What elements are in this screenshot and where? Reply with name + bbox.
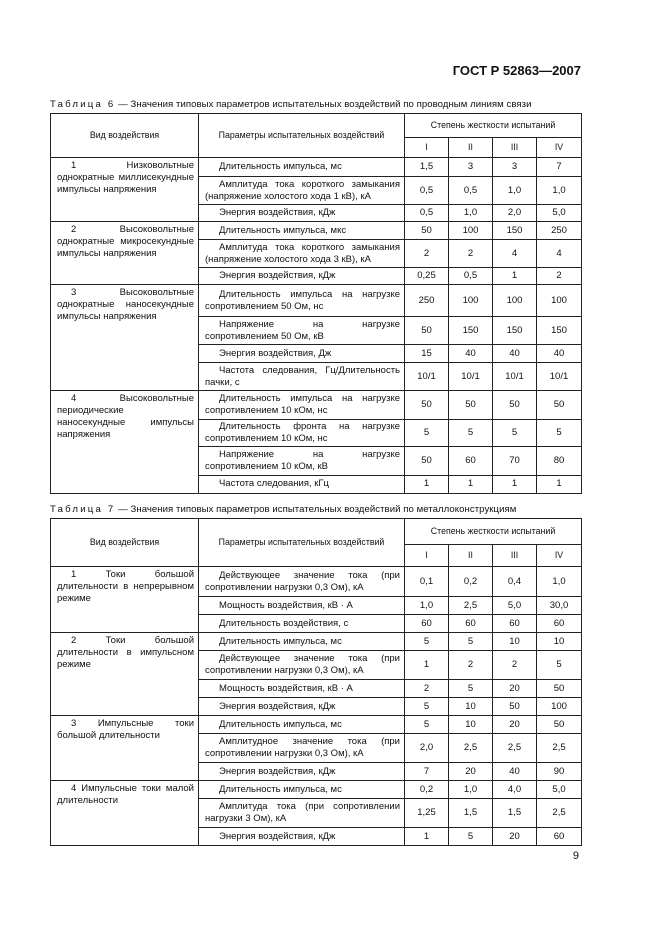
parameter-cell: Действующее значение тока (при сопротивлении нагрузки 0,3 Ом), кА xyxy=(199,651,405,680)
value-cell-level-4: 2,5 xyxy=(537,734,582,763)
parameter-cell: Длительность импульса, мс xyxy=(199,716,405,734)
parameter-cell: Напряжение на нагрузке сопротивлением 50 Ом, кВ xyxy=(199,317,405,345)
table6-header-kind: Вид воздействия xyxy=(51,114,199,158)
value-cell-level-3: 4 xyxy=(493,240,537,268)
value-cell-level-1: 0,1 xyxy=(405,567,449,597)
value-cell-level-1: 50 xyxy=(405,446,449,475)
value-cell-level-2: 0,5 xyxy=(449,177,493,205)
value-cell-level-2: 20 xyxy=(449,763,493,781)
table-row xyxy=(51,716,582,734)
table7-caption-text: — Значения типовых параметров испытательных воздействий по металлоконструкциям xyxy=(115,504,517,515)
impact-kind-cell: 4 Импульсные токи малой длительности xyxy=(51,781,199,846)
value-cell-level-2: 10 xyxy=(449,716,493,734)
value-cell-level-1: 5 xyxy=(405,716,449,734)
value-cell-level-4: 2,5 xyxy=(537,799,582,828)
value-cell-level-1: 60 xyxy=(405,615,449,633)
table7-header-params: Параметры испытательных воздействий xyxy=(199,519,405,567)
value-cell-level-1: 2 xyxy=(405,680,449,698)
value-cell-level-1: 5 xyxy=(405,420,449,447)
value-cell-level-2: 0,5 xyxy=(449,268,493,285)
table7-header-level-3: III xyxy=(493,545,537,567)
impact-kind-cell: 2 Высоковольтные однократные микросекундные импульсы напряжения xyxy=(51,222,199,285)
parameter-cell: Длительность воздействия, с xyxy=(199,615,405,633)
impact-kind-cell: 4 Высоковольтные периодические наносекундные импульсы напряжения xyxy=(51,391,199,494)
parameter-cell: Длительность импульса на нагрузке сопротивлением 50 Ом, нс xyxy=(199,285,405,317)
parameter-cell: Мощность воздействия, кВ · А xyxy=(199,680,405,698)
value-cell-level-4: 1,0 xyxy=(537,177,582,205)
table6 xyxy=(50,113,582,494)
value-cell-level-3: 20 xyxy=(493,716,537,734)
table-row xyxy=(51,285,582,317)
value-cell-level-3: 40 xyxy=(493,345,537,363)
value-cell-level-1: 1 xyxy=(405,475,449,493)
value-cell-level-3: 1 xyxy=(493,475,537,493)
value-cell-level-2: 10/1 xyxy=(449,363,493,391)
value-cell-level-1: 7 xyxy=(405,763,449,781)
value-cell-level-1: 1,25 xyxy=(405,799,449,828)
value-cell-level-2: 5 xyxy=(449,828,493,846)
parameter-cell: Амплитуда тока короткого замыкания (напряжение холостого хода 3 кВ), кА xyxy=(199,240,405,268)
value-cell-level-4: 5 xyxy=(537,651,582,680)
value-cell-level-4: 40 xyxy=(537,345,582,363)
value-cell-level-1: 15 xyxy=(405,345,449,363)
value-cell-level-1: 2 xyxy=(405,240,449,268)
parameter-cell: Действующее значение тока (при сопротивлении нагрузки 0,3 Ом), кА xyxy=(199,567,405,597)
value-cell-level-3: 5,0 xyxy=(493,597,537,615)
value-cell-level-2: 60 xyxy=(449,615,493,633)
table6-header-severity: Степень жесткости испытаний xyxy=(405,114,582,138)
value-cell-level-1: 5 xyxy=(405,633,449,651)
value-cell-level-3: 50 xyxy=(493,391,537,420)
value-cell-level-2: 50 xyxy=(449,391,493,420)
value-cell-level-3: 1,0 xyxy=(493,177,537,205)
value-cell-level-1: 1,5 xyxy=(405,158,449,177)
value-cell-level-2: 5 xyxy=(449,680,493,698)
value-cell-level-2: 2,5 xyxy=(449,597,493,615)
value-cell-level-2: 3 xyxy=(449,158,493,177)
table-row xyxy=(51,391,582,420)
table-row xyxy=(51,781,582,799)
value-cell-level-2: 1,5 xyxy=(449,799,493,828)
value-cell-level-1: 0,2 xyxy=(405,781,449,799)
table6-caption-lead: Таблица 6 xyxy=(50,99,116,110)
value-cell-level-3: 2,5 xyxy=(493,734,537,763)
value-cell-level-4: 7 xyxy=(537,158,582,177)
value-cell-level-3: 150 xyxy=(493,317,537,345)
value-cell-level-1: 0,5 xyxy=(405,177,449,205)
value-cell-level-4: 10/1 xyxy=(537,363,582,391)
value-cell-level-1: 1 xyxy=(405,651,449,680)
table-row xyxy=(51,633,582,651)
value-cell-level-3: 0,4 xyxy=(493,567,537,597)
value-cell-level-3: 150 xyxy=(493,222,537,240)
value-cell-level-4: 50 xyxy=(537,716,582,734)
table7-header-kind: Вид воздействия xyxy=(51,519,199,567)
impact-kind-cell: 3 Высоковольтные однократные наносекундные импульсы напряжения xyxy=(51,285,199,391)
value-cell-level-4: 4 xyxy=(537,240,582,268)
parameter-cell: Энергия воздействия, кДж xyxy=(199,763,405,781)
value-cell-level-2: 10 xyxy=(449,698,493,716)
value-cell-level-2: 5 xyxy=(449,633,493,651)
value-cell-level-3: 4,0 xyxy=(493,781,537,799)
value-cell-level-3: 40 xyxy=(493,763,537,781)
value-cell-level-1: 0,5 xyxy=(405,205,449,222)
parameter-cell: Длительность фронта на нагрузке сопротивлением 10 кОм, нс xyxy=(199,420,405,447)
value-cell-level-2: 2 xyxy=(449,240,493,268)
parameter-cell: Длительность импульса, мс xyxy=(199,158,405,177)
value-cell-level-3: 50 xyxy=(493,698,537,716)
value-cell-level-4: 1 xyxy=(537,475,582,493)
parameter-cell: Энергия воздействия, Дж xyxy=(199,345,405,363)
table6-caption-text: — Значения типовых параметров испытательных воздействий по проводным линиям связи xyxy=(115,99,532,110)
value-cell-level-4: 2 xyxy=(537,268,582,285)
value-cell-level-3: 100 xyxy=(493,285,537,317)
value-cell-level-2: 100 xyxy=(449,222,493,240)
value-cell-level-2: 1 xyxy=(449,475,493,493)
standard-code: ГОСТ Р 52863—2007 xyxy=(452,63,581,78)
parameter-cell: Амплитуда тока короткого замыкания (напряжение холостого хода 1 кВ), кА xyxy=(199,177,405,205)
value-cell-level-4: 50 xyxy=(537,391,582,420)
value-cell-level-4: 5 xyxy=(537,420,582,447)
value-cell-level-3: 1 xyxy=(493,268,537,285)
table6-header-level-4: IV xyxy=(537,138,582,158)
table7-header-level-4: IV xyxy=(537,545,582,567)
value-cell-level-2: 1,0 xyxy=(449,781,493,799)
value-cell-level-3: 20 xyxy=(493,828,537,846)
table7 xyxy=(50,518,582,846)
value-cell-level-3: 60 xyxy=(493,615,537,633)
value-cell-level-4: 1,0 xyxy=(537,567,582,597)
impact-kind-cell: 1 Низковольтные однократные миллисекундные импульсы напряжения xyxy=(51,158,199,222)
value-cell-level-4: 60 xyxy=(537,615,582,633)
impact-kind-cell: 2 Токи большой длительности в импульсном режиме xyxy=(51,633,199,716)
value-cell-level-3: 3 xyxy=(493,158,537,177)
table7-caption-lead: Таблица 7 xyxy=(50,504,116,515)
parameter-cell: Частота следования, Гц/Длительность пачки, с xyxy=(199,363,405,391)
value-cell-level-3: 1,5 xyxy=(493,799,537,828)
table-row xyxy=(51,567,582,597)
table6-caption xyxy=(50,99,532,110)
value-cell-level-4: 30,0 xyxy=(537,597,582,615)
parameter-cell: Энергия воздействия, кДж xyxy=(199,205,405,222)
parameter-cell: Энергия воздействия, кДж xyxy=(199,828,405,846)
value-cell-level-3: 20 xyxy=(493,680,537,698)
value-cell-level-2: 5 xyxy=(449,420,493,447)
table6-header-level-2: II xyxy=(449,138,493,158)
value-cell-level-4: 80 xyxy=(537,446,582,475)
page-number: 9 xyxy=(572,850,579,862)
parameter-cell: Энергия воздействия, кДж xyxy=(199,698,405,716)
table-row xyxy=(51,158,582,177)
value-cell-level-3: 5 xyxy=(493,420,537,447)
value-cell-level-4: 10 xyxy=(537,633,582,651)
value-cell-level-2: 0,2 xyxy=(449,567,493,597)
value-cell-level-4: 90 xyxy=(537,763,582,781)
value-cell-level-1: 50 xyxy=(405,317,449,345)
value-cell-level-2: 2 xyxy=(449,651,493,680)
value-cell-level-1: 0,25 xyxy=(405,268,449,285)
value-cell-level-1: 1 xyxy=(405,828,449,846)
impact-kind-cell: 1 Токи большой длительности в непрерывном режиме xyxy=(51,567,199,633)
value-cell-level-3: 70 xyxy=(493,446,537,475)
value-cell-level-2: 60 xyxy=(449,446,493,475)
value-cell-level-1: 50 xyxy=(405,222,449,240)
table6-header-level-3: III xyxy=(493,138,537,158)
value-cell-level-2: 40 xyxy=(449,345,493,363)
parameter-cell: Частота следования, кГц xyxy=(199,475,405,493)
value-cell-level-4: 60 xyxy=(537,828,582,846)
value-cell-level-4: 5,0 xyxy=(537,205,582,222)
value-cell-level-4: 150 xyxy=(537,317,582,345)
value-cell-level-1: 10/1 xyxy=(405,363,449,391)
value-cell-level-3: 10/1 xyxy=(493,363,537,391)
table7-caption xyxy=(50,504,516,515)
value-cell-level-4: 100 xyxy=(537,698,582,716)
parameter-cell: Мощность воздействия, кВ · А xyxy=(199,597,405,615)
table6-header-params: Параметры испытательных воздействий xyxy=(199,114,405,158)
parameter-cell: Напряжение на нагрузке сопротивлением 10 кОм, кВ xyxy=(199,446,405,475)
value-cell-level-1: 250 xyxy=(405,285,449,317)
value-cell-level-3: 10 xyxy=(493,633,537,651)
parameter-cell: Энергия воздействия, кДж xyxy=(199,268,405,285)
table7-header-level-1: I xyxy=(405,545,449,567)
value-cell-level-2: 1,0 xyxy=(449,205,493,222)
table-row xyxy=(51,222,582,240)
parameter-cell: Длительность импульса, мс xyxy=(199,633,405,651)
value-cell-level-3: 2 xyxy=(493,651,537,680)
table7-header-severity: Степень жесткости испытаний xyxy=(405,519,582,545)
value-cell-level-4: 250 xyxy=(537,222,582,240)
value-cell-level-4: 100 xyxy=(537,285,582,317)
parameter-cell: Амплитуда тока (при сопротивлении нагрузки 3 Ом), кА xyxy=(199,799,405,828)
value-cell-level-4: 50 xyxy=(537,680,582,698)
value-cell-level-1: 1,0 xyxy=(405,597,449,615)
value-cell-level-2: 2,5 xyxy=(449,734,493,763)
value-cell-level-1: 2,0 xyxy=(405,734,449,763)
table7-header-level-2: II xyxy=(449,545,493,567)
value-cell-level-1: 5 xyxy=(405,698,449,716)
parameter-cell: Амплитудное значение тока (при сопротивлении нагрузки 0,3 Ом), кА xyxy=(199,734,405,763)
value-cell-level-1: 50 xyxy=(405,391,449,420)
parameter-cell: Длительность импульса на нагрузке сопротивлением 10 кОм, нс xyxy=(199,391,405,420)
parameter-cell: Длительность импульса, мкс xyxy=(199,222,405,240)
table6-header-level-1: I xyxy=(405,138,449,158)
parameter-cell: Длительность импульса, мс xyxy=(199,781,405,799)
value-cell-level-2: 150 xyxy=(449,317,493,345)
value-cell-level-3: 2,0 xyxy=(493,205,537,222)
value-cell-level-2: 100 xyxy=(449,285,493,317)
value-cell-level-4: 5,0 xyxy=(537,781,582,799)
impact-kind-cell: 3 Импульсные токи большой длительности xyxy=(51,716,199,781)
